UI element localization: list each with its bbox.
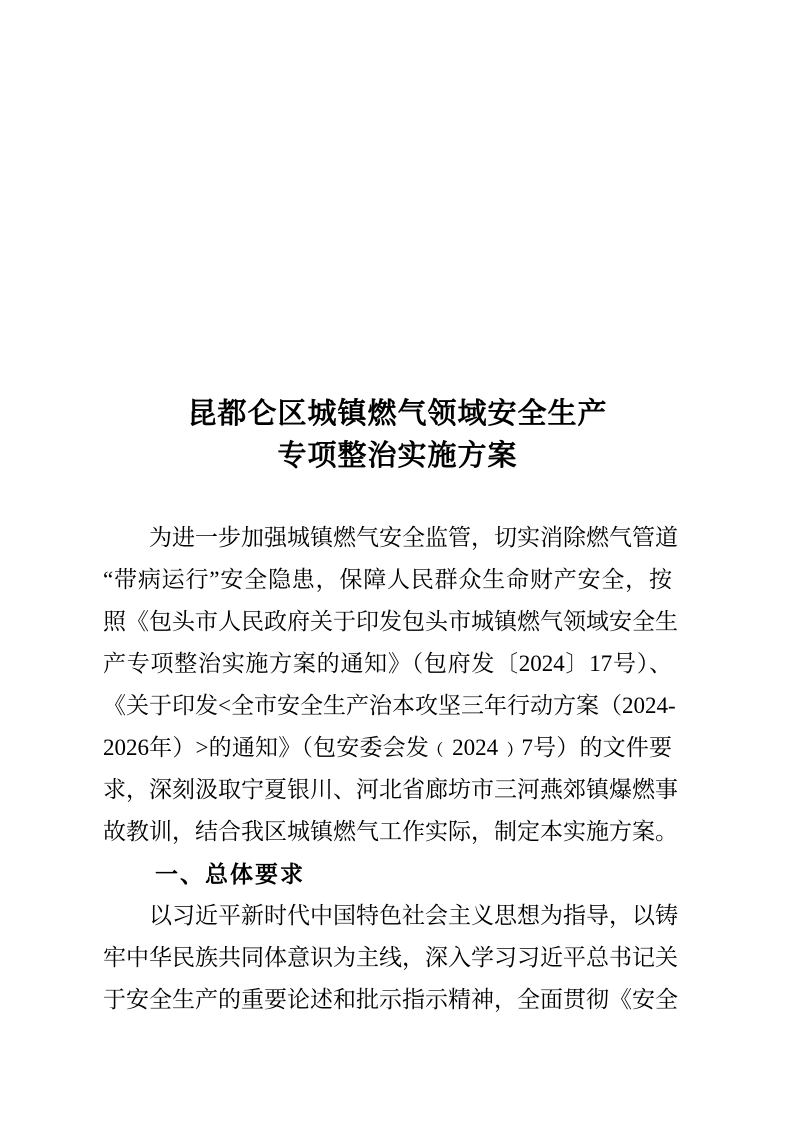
title-line-1: 昆都仑区城镇燃气领域安全生产 [187, 398, 608, 430]
paragraph-line: 产专项整治实施方案的通知》（包府发〔2024〕17号）、 [103, 651, 672, 676]
paragraph-line: 为进一步加强城镇燃气安全监管，切实消除燃气管道 [149, 525, 678, 550]
document-title [123, 393, 672, 477]
paragraph-line: 照《包头市人民政府关于印发包头市城镇燃气领域安全生 [103, 609, 678, 634]
paragraph-line: 《关于印发<全市安全生产治本攻坚三年行动方案（2024- [103, 693, 676, 718]
paragraph-line: 2026年）>的通知》（包安委会发﹙2024﹚7号）的文件要 [103, 735, 672, 760]
paragraph-line: 于安全生产的重要论述和批示指示精神，全面贯彻《安全 [103, 987, 678, 1012]
paragraph-line: 求，深刻汲取宁夏银川、河北省廊坊市三河燕郊镇爆燃事 [103, 777, 678, 802]
paragraph-line: 故教训，结合我区城镇燃气工作实际，制定本实施方案。 [103, 819, 678, 844]
paragraph-1 [103, 517, 678, 853]
paragraph-line: 以习近平新时代中国特色社会主义思想为指导，以铸 [149, 903, 678, 928]
section-heading-1: 一、总体要求 [155, 861, 305, 887]
title-line-2: 专项整治实施方案 [277, 440, 518, 472]
paragraph-line: “带病运行”安全隐患，保障人民群众生命财产安全，按 [103, 567, 672, 592]
paragraph-2 [103, 895, 678, 1021]
paragraph-line: 牢中华民族共同体意识为主线，深入学习习近平总书记关 [103, 945, 678, 970]
